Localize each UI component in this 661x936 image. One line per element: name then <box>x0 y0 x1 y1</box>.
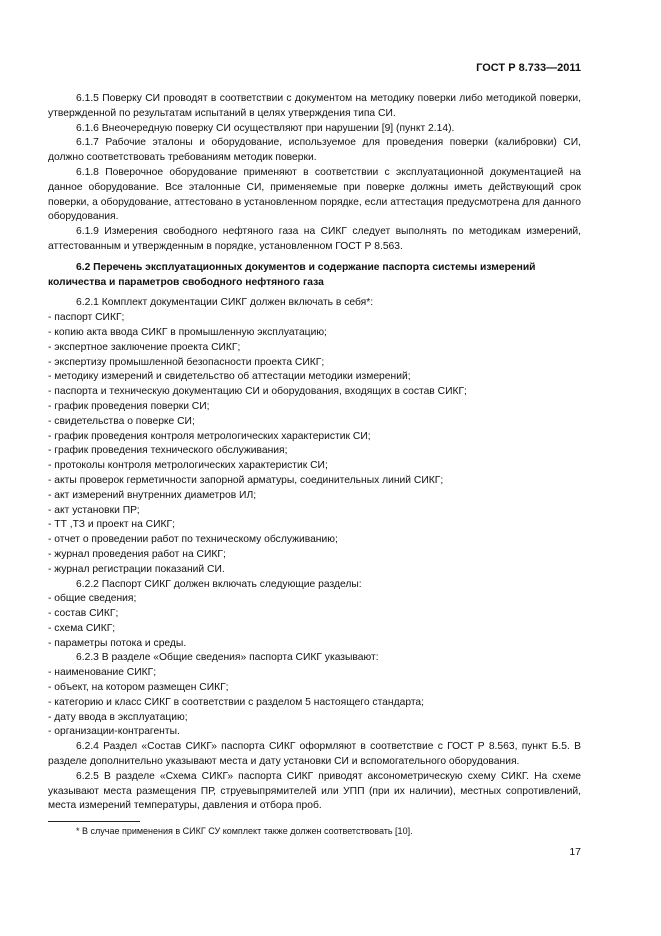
footnote: * В случае применения в СИКГ СУ комплект также должен соответствовать [10]. <box>76 826 413 836</box>
paragraph-6-2-2: 6.2.2 Паспорт СИКГ должен включать следующие разделы: <box>76 578 362 590</box>
list-item: - график проведения поверки СИ; <box>48 400 210 412</box>
list-item: - наименование СИКГ; <box>48 667 157 679</box>
page-number: 17 <box>569 846 581 858</box>
page-content <box>48 92 581 814</box>
section-heading-6-2: 6.2 Перечень эксплуатационных документов и содержание паспорта системы измерений количества и параметров свободного нефтяного газа <box>48 261 536 288</box>
list-item: - график проведения технического обслуживания; <box>48 445 288 457</box>
list-item: - акты проверок герметичности запорной арматуры, соединительных линий СИКГ; <box>48 474 444 486</box>
list-item: - паспорта и техническую документацию СИ и оборудования, входящих в состав СИКГ; <box>48 386 467 398</box>
list-item: - ТТ ,ТЗ и проект на СИКГ; <box>48 519 175 531</box>
list-item: - журнал проведения работ на СИКГ; <box>48 548 226 560</box>
paragraph-6-2-4: 6.2.4 Раздел «Состав СИКГ» паспорта СИКГ оформляют в соответствие с ГОСТ Р 8.563, пункт Б.5. В разделе дополнительно указывают места и дату установки СИ и вспомогательного оборудования. <box>48 741 581 768</box>
list-item: - общие сведения; <box>48 593 137 605</box>
paragraph-6-1-8: 6.1.8 Поверочное оборудование применяют в соответствии с эксплуатационной документацией на данное оборудование. Все эталонные СИ, применяемые при поверке должны иметь действующий срок поверки, а оборудование, аттестовано в установленном порядке, если аттестация предусмотрена для данного оборудования. <box>48 166 581 223</box>
list-item: - график проведения контроля метрологических характеристик СИ; <box>48 430 371 442</box>
list-item: - отчет о проведении работ по техническому обслуживанию; <box>48 534 338 546</box>
paragraph-6-2-5: 6.2.5 В разделе «Схема СИКГ» паспорта СИКГ приводят аксонометрическую схему СИКГ. На схеме указывают места размещения ПР, струевыпрямителей или УПП (при их наличии), местных сопротивлений, места измерений температуры, давления и отбора проб. <box>48 770 581 812</box>
paragraph-6-1-7: 6.1.7 Рабочие эталоны и оборудование, используемое для проведения поверки (калибровки) СИ, должно соответствовать требованиям методик поверки. <box>48 137 581 164</box>
list-item: - объект, на котором размещен СИКГ; <box>48 682 229 694</box>
list-item: - протоколы контроля метрологических характеристик СИ; <box>48 460 328 472</box>
footnote-divider <box>48 821 140 822</box>
paragraph-6-2-1: 6.2.1 Комплект документации СИКГ должен включать в себя*: <box>76 297 374 309</box>
list-item: - категорию и класс СИКГ в соответствии с разделом 5 настоящего стандарта; <box>48 696 425 708</box>
document-header: ГОСТ Р 8.733—2011 <box>476 62 581 74</box>
list-item: - организации-контрагенты. <box>48 726 180 738</box>
list-item: - экспертизу промышленной безопасности проекта СИКГ; <box>48 356 325 368</box>
paragraph-6-1-6: 6.1.6 Внеочередную поверку СИ осуществляют при нарушении [9] (пункт 2.14). <box>76 122 455 134</box>
list-item: - паспорт СИКГ; <box>48 312 125 324</box>
list-item: - состав СИКГ; <box>48 608 119 620</box>
list-item: - акт измерений внутренних диаметров ИЛ; <box>48 489 257 501</box>
list-item: - параметры потока и среды. <box>48 637 187 649</box>
list-item: - дату ввода в эксплуатацию; <box>48 711 188 723</box>
paragraph-6-1-9: 6.1.9 Измерения свободного нефтяного газа на СИКГ следует выполнять по методикам измерений, аттестованным и утвержденным в порядке, установленном ГОСТ Р 8.563. <box>48 226 581 252</box>
paragraph-6-2-3: 6.2.3 В разделе «Общие сведения» паспорта СИКГ указывают: <box>76 652 379 664</box>
list-item: - копию акта ввода СИКГ в промышленную эксплуатацию; <box>48 326 327 338</box>
list-item: - журнал регистрации показаний СИ. <box>48 563 225 575</box>
list-item: - схема СИКГ; <box>48 622 116 634</box>
list-item: - свидетельства о поверке СИ; <box>48 415 195 427</box>
list-item: - методику измерений и свидетельство об аттестации методики измерений; <box>48 371 411 383</box>
list-item: - экспертное заключение проекта СИКГ; <box>48 341 241 353</box>
list-item: - акт установки ПР; <box>48 504 140 516</box>
paragraph-6-1-5: 6.1.5 Поверку СИ проводят в соответствии с документом на методику поверки либо методикой поверки, утвержденной по результатам испытаний в целях утверждения типа СИ. <box>48 93 581 119</box>
